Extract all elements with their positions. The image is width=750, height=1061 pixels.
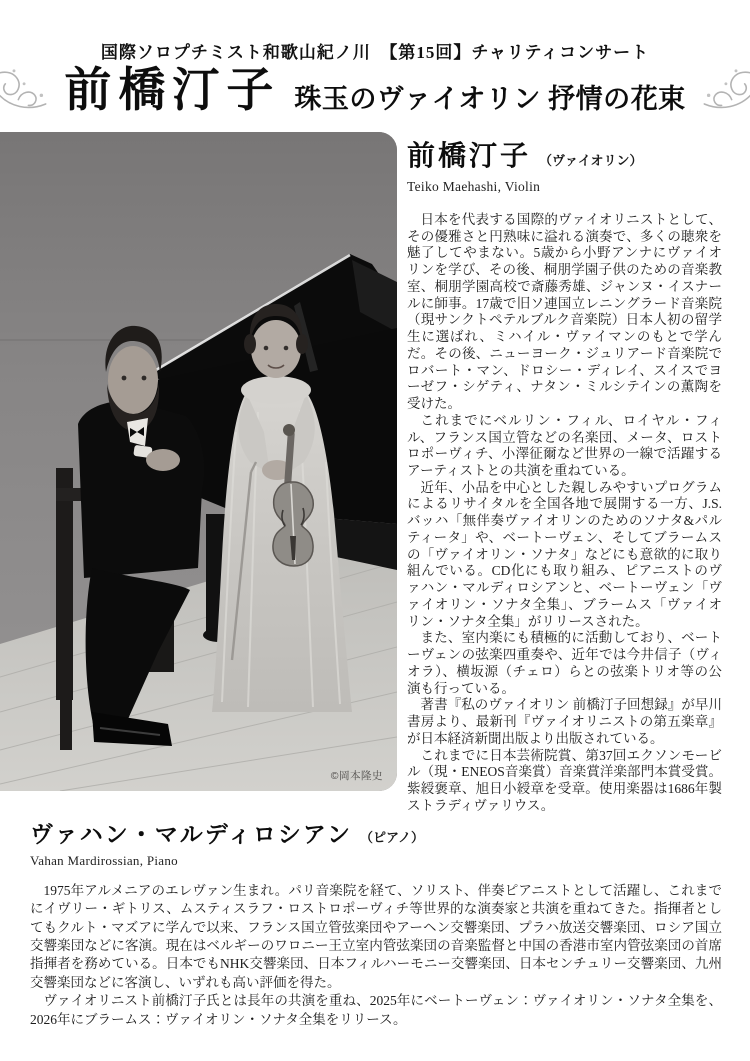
page-subtitle: 珠玉のヴァイオリン 抒情の花束 xyxy=(294,83,686,114)
pianist-bio xyxy=(30,882,722,1029)
pianist-role: （ピアノ） xyxy=(360,830,424,845)
violinist-role: （ヴァイオリン） xyxy=(539,153,643,168)
violinist-bio xyxy=(407,212,722,814)
bio-paragraph: これまでに日本芸術院賞、第37回エクソンモービル（現・ENEOS音楽賞）音楽賞洋楽部門本賞受賞。紫綬褒章、旭日小綬章を受章。使用楽器は1686年製ストラディヴァリウス。 xyxy=(407,747,722,813)
flourish-ornament-icon xyxy=(700,62,750,120)
bio-paragraph: 近年、小品を中心とした親しみやすいプログラムによるリサイタルを全国各地で展開する一方、J.S.バッハ「無伴奏ヴァイオリンのためのソナタ&パルティータ」や、ベートーヴェン、そしてブラームスの「ヴァイオリン・ソナタ」などにも意欲的に取り組んでいる。CD化にも取り組み、ピアニストのヴァハン・マルディロシアンと、ベートーヴェン「ヴァイオリン・ソナタ全集」、ブラームス「ヴァイオリン・ソナタ全集」がリリースされた。 xyxy=(407,479,722,629)
duo-photo-illustration xyxy=(0,132,397,791)
event-title: 国際ソロプチミスト和歌山紀ノ川 【第15回】チャリティコンサート xyxy=(100,43,650,62)
photo-credit: ©岡本隆史 xyxy=(330,770,383,782)
violinist-profile xyxy=(407,134,722,814)
pianist-name: ヴァハン・マルディロシアン xyxy=(30,822,353,847)
bio-paragraph: 1975年アルメニアのエレヴァン生まれ。パリ音楽院を経て、ソリスト、伴奏ピアニストとして活躍し、これまでにイヴリー・ギトリス、ムスティスラフ・ロストロポーヴィチ等世界的な演奏家と共演を重ねてきた。指揮者としてもクルト・マズアに学んで以来、フランス国立管弦楽団やアーヘン交響楽団、プラハ放送交響楽団、ロシア国立交響楽団などに客演。現在はベルギーのワロニー王立室内管弦楽団の音楽監督と中国の香港市室内管弦楽団の首席指揮者を務めている。日本でもNHK交響楽団、日本フィルハーモニー交響楽団、日本センチュリー交響楽団、九州交響楽団などに客演し、いずれも高い評価を得た。 xyxy=(30,883,722,990)
violinist-name: 前橋汀子 xyxy=(407,141,532,172)
flourish-ornament-icon xyxy=(0,62,50,120)
pianist-name-en: Vahan Mardirossian, Piano xyxy=(30,853,178,868)
page-title: 前橋汀子 xyxy=(64,64,281,117)
violinist-name-en: Teiko Maehashi, Violin xyxy=(407,179,541,194)
bio-paragraph: これまでにベルリン・フィル、ロイヤル・フィル、フランス国立管などの名楽団、メータ、ロストロポーヴィチ、小澤征爾など世界の一線で活躍するアーティストとの共演を重ねている。 xyxy=(407,412,722,479)
bio-paragraph: ヴァイオリニスト前橋汀子氏とは長年の共演を重ね、2025年にベートーヴェン：ヴァイオリン・ソナタ全集を、2026年にブラームス：ヴァイオリン・ソナタ全集をリリース。 xyxy=(30,993,722,1027)
bio-paragraph: 著書『私のヴァイオリン 前橋汀子回想録』が早川書房より、最新刊『ヴァイオリニストの第五楽章』が日本経済新聞出版より出版されている。 xyxy=(407,697,722,746)
bio-paragraph: 日本を代表する国際的ヴァイオリニストとして、その優雅さと円熟味に溢れる演奏で、多くの聴衆を魅了してやまない。5歳から小野アンナにヴァイオリンを学び、その後、桐朋学園子供のための音楽教室、桐朋学園高校で斎藤秀雄、ジャンヌ・イスナールに師事。17歳で旧ソ連国立レニングラード音楽院（現サンクトペテルブルク音楽院）日本人初の留学生に選ばれ、ミハイル・ヴァイマンのもとで学んだ。その後、ニューヨーク・ジュリアード音楽院でロバート・マン、ドロシー・ディレイ、スイスでヨーゼフ・シゲティ、ナタン・ミルシテインの薫陶を受けた。 xyxy=(407,212,722,412)
pianist-profile xyxy=(30,816,722,1029)
bio-paragraph: また、室内楽にも積極的に活動しており、ベートーヴェンの弦楽四重奏や、近年では今井信子（ヴィオラ）、横坂源（チェロ）らとの弦楽トリオ等の公演も行っている。 xyxy=(407,630,722,696)
duo-photo xyxy=(0,132,397,791)
title-block xyxy=(0,60,750,122)
